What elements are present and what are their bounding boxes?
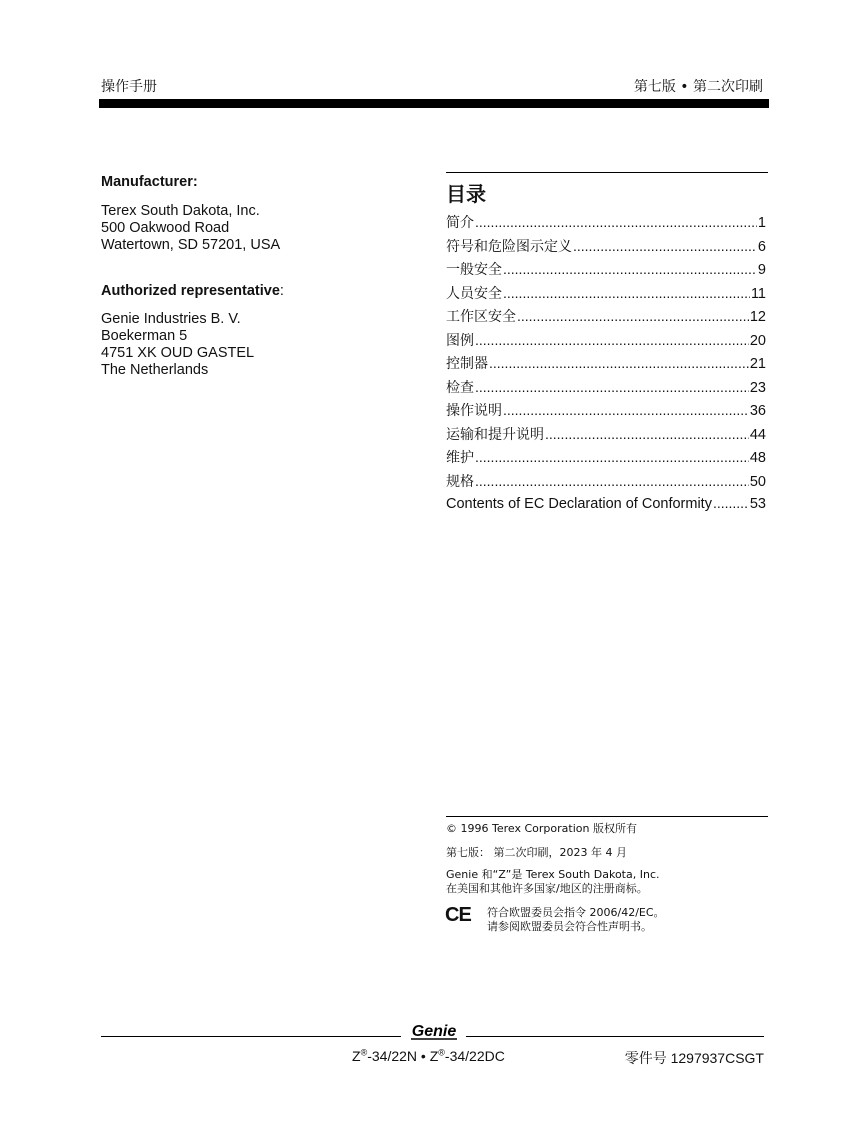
registered-mark: ® (360, 1047, 368, 1058)
toc-entry-page: 21 (749, 356, 766, 373)
toc-entry[interactable] (446, 283, 766, 307)
representative-line: Boekerman 5 (101, 328, 188, 344)
representative-heading-colon: : (279, 283, 284, 299)
toc-entry-page: 36 (749, 403, 766, 420)
registered-mark: ® (438, 1047, 445, 1058)
toc-entry[interactable] (446, 353, 766, 377)
manufacturer-line: Watertown, SD 57201, USA (101, 237, 281, 253)
toc-leader-dots (545, 426, 749, 442)
toc-entry-title: 运输和提升说明 (446, 426, 544, 443)
toc-title: 目录 (446, 182, 486, 206)
toc-entry-title: 简介 (446, 215, 474, 231)
ce-line: 请参阅欧盟委员会符合性声明书。 (487, 920, 652, 933)
toc-entry[interactable] (446, 495, 766, 519)
representative-address (101, 311, 254, 379)
representative-line: The Netherlands (101, 362, 209, 378)
toc-entry-page: 48 (749, 450, 766, 467)
copyright-line: © 1996 Terex Corporation 版权所有 (446, 822, 637, 835)
toc-entry-title: 规格 (446, 474, 474, 491)
toc-leader-dots (503, 285, 750, 301)
copyright-rule (446, 816, 768, 817)
toc-entry-page: 50 (749, 474, 766, 491)
trademark-notice (446, 868, 660, 896)
footer-part-number: 零件号 1297937CSGT (624, 1050, 764, 1066)
genie-logo-text: Genie (411, 1023, 457, 1040)
toc-entry-title: 维护 (446, 450, 474, 467)
toc-entry-title: Contents of EC Declaration of Conformity (446, 495, 712, 512)
header-edition: 第七版 • 第二次印刷 (633, 79, 763, 95)
toc-leader-dots (475, 214, 757, 230)
edition-line: 第七版： 第二次印刷，2023 年 4 月 (446, 846, 627, 859)
toc-entry-title: 工作区安全 (446, 309, 516, 326)
toc-leader-dots (489, 355, 749, 371)
genie-logo-icon (407, 1020, 461, 1042)
toc-entry[interactable] (446, 259, 766, 283)
footer-model (352, 1048, 505, 1064)
toc-leader-dots (475, 473, 749, 489)
toc-leader-dots (475, 332, 749, 348)
toc-entry-page: 9 (757, 262, 766, 279)
trademark-line: Genie 和“Z”是 Terex South Dakota, Inc. (446, 868, 660, 881)
manufacturer-heading: Manufacturer: (101, 174, 198, 190)
ce-line: 符合欧盟委员会指令 2006/42/EC。 (487, 906, 665, 919)
toc-entry-page: 11 (750, 285, 766, 302)
manufacturer-line: 500 Oakwood Road (101, 220, 230, 236)
toc-entry[interactable] (446, 424, 766, 448)
ce-mark-icon: CE (445, 904, 471, 926)
toc-list (446, 212, 766, 518)
toc-leader-dots (517, 308, 749, 324)
toc-entry[interactable] (446, 236, 766, 260)
toc-entry[interactable] (446, 471, 766, 495)
footer-rule-right (466, 1036, 764, 1037)
model-text: -34/22DC (444, 1048, 505, 1064)
model-z: Z (352, 1048, 361, 1064)
toc-leader-dots (713, 495, 749, 511)
toc-entry-title: 检查 (446, 379, 474, 396)
toc-entry-page: 44 (749, 426, 766, 443)
toc-entry[interactable] (446, 400, 766, 424)
toc-entry[interactable] (446, 212, 766, 236)
toc-leader-dots (573, 238, 757, 254)
toc-entry[interactable] (446, 447, 766, 471)
toc-entry[interactable] (446, 377, 766, 401)
model-z: Z (429, 1048, 439, 1064)
representative-heading (101, 283, 284, 299)
manufacturer-address (101, 203, 280, 254)
toc-entry-title: 操作说明 (446, 403, 502, 420)
toc-entry-page: 20 (749, 332, 766, 349)
toc-entry-page: 1 (757, 215, 766, 231)
header-manual-title: 操作手册 (101, 79, 157, 95)
toc-leader-dots (475, 379, 749, 395)
toc-entry-page: 12 (749, 309, 766, 326)
toc-entry-page: 53 (749, 495, 766, 512)
trademark-line: 在美国和其他许多国家/地区的注册商标。 (446, 882, 648, 895)
representative-heading-text: Authorized representative (101, 283, 280, 299)
header-bar (99, 99, 769, 108)
toc-leader-dots (503, 402, 749, 418)
representative-line: 4751 XK OUD GASTEL (101, 345, 255, 361)
toc-entry-title: 符号和危险图示定义 (446, 238, 572, 255)
footer-rule-left (101, 1036, 401, 1037)
toc-entry-title: 图例 (446, 332, 474, 349)
toc-rule (446, 172, 768, 173)
toc-entry-title: 人员安全 (446, 285, 502, 302)
toc-entry-title: 控制器 (446, 356, 488, 373)
toc-entry-page: 6 (757, 238, 766, 255)
toc-leader-dots (475, 449, 749, 465)
model-text: -34/22N • (367, 1048, 430, 1064)
representative-line: Genie Industries B. V. (101, 311, 241, 327)
ce-notice (487, 906, 665, 934)
toc-entry[interactable] (446, 330, 766, 354)
manufacturer-line: Terex South Dakota, Inc. (101, 203, 260, 219)
toc-entry-title: 一般安全 (446, 262, 502, 279)
toc-entry[interactable] (446, 306, 766, 330)
toc-leader-dots (503, 261, 757, 277)
toc-entry-page: 23 (749, 379, 766, 396)
